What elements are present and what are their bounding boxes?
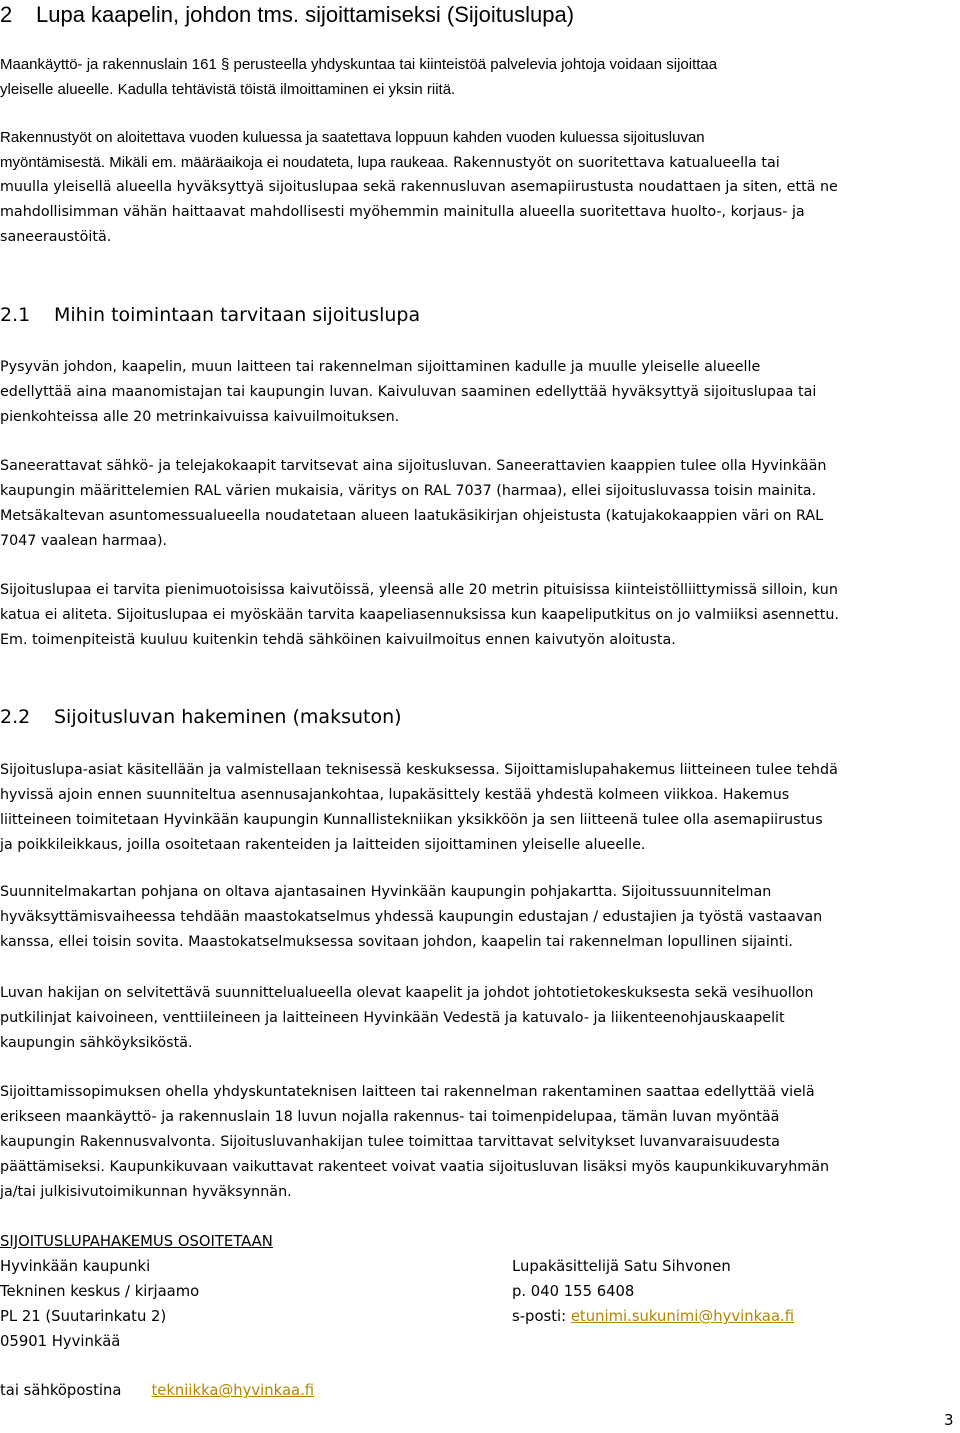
paragraph: Maankäyttö- ja rakennuslain 161 § perusteella yhdyskuntaa tai kiinteistöä palvelevia johtoja voidaan sijoittaa yleiselle alueelle. Kadulla tehtävistä töistä ilmoittaminen ei yksin riitä. bbox=[0, 56, 718, 98]
section-heading bbox=[0, 2, 574, 28]
alt-email-label: tai sähköpostina bbox=[0, 1382, 122, 1399]
paragraph: Rakennustyöt on aloitettava vuoden kuluessa ja saatettava loppuun kahden vuoden kuluessa sijoitusluvan myöntämisestä. Mikäli em. määräaikoja ei noudateta, lupa raukeaa. Rakennustyöt on suoritettava katualueella tai bbox=[0, 129, 780, 171]
paragraph: Pysyvän johdon, kaapelin, muun laitteen tai rakennelman sijoittaminen kadulle ja muulle yleiselle alueelle edellyttää aina maanomistajan tai kaupungin luvan. Kaivuluvan saaminen edellyttää hyväksyttyä sijoituslupaa tai pienkohteissa alle 20 metrinkaivuissa kaivuilmoituksen. bbox=[0, 359, 817, 425]
paragraph: Sijoittamissopimuksen ohella yhdyskuntateknisen laitteen tai rakennelman rakentaminen saattaa edellyttää vielä erikseen maankäyttö- ja rakennuslain 18 luvun nojalla rakennus- tai toimenpidelupaa, tämän luvan myöntää kaupungin Rakennusvalvonta. Sijoitusluvanhakijan tulee toimittaa tarvittavat selvitykset luvanvaraisuudesta päättämiseksi. Kaupunkikuvaan vaikuttavat rakenteet voivat vaatia sijoitusluvan lisäksi myös kaupunkikuvaryhmän ja/tai julkisivutoimikunnan hyväksynnän. bbox=[0, 1084, 830, 1200]
paragraph: Suunnitelmakartan pohjana on oltava ajantasainen Hyvinkään kaupungin pohjakartta. Sijoitussuunnitelman hyväksyttämisvaiheessa tehdään maastokatselmus yhdessä kaupungin edustajan / edustajien ja työstä vastaavan kanssa, ellei toisin sovita. Maastokatselmuksessa sovitaan johdon, kaapelin tai rakennelman lopullinen sijainti. bbox=[0, 884, 823, 950]
paragraph: Luvan hakijan on selvitettävä suunnittelualueella olevat kaapelit ja johdot johtotietokeskuksesta sekä vesihuollon putkilinjat kaivoineen, venttiileineen ja laitteineen Hyvinkään Vedestä ja katuvalo- ja liikenteenohjauskaapelit kaupungin sähköyksiköstä. bbox=[0, 985, 814, 1051]
handler-phone: p. 040 155 6408 bbox=[512, 1283, 635, 1300]
section-number: 2 bbox=[0, 2, 13, 27]
address-line: 05901 Hyvinkää bbox=[0, 1333, 121, 1350]
subsection-heading bbox=[0, 303, 420, 327]
handler-name: Lupakäsittelijä Satu Sihvonen bbox=[512, 1258, 731, 1275]
alt-email-link[interactable]: tekniikka@hyvinkaa.fi bbox=[151, 1382, 315, 1399]
page-number: 3 bbox=[944, 1411, 954, 1429]
paragraph: Sijoituslupaa ei tarvita pienimuotoisissa kaivutöissä, yleensä alle 20 metrin pituisissa kiinteistölliittymissä silloin, kun katua ei aliteta. Sijoituslupaa ei myöskään tarvita kaapeliasennuksissa kun kaapeliputkitus on jo valmiiksi asennettu. Em. toimenpiteistä kuuluu kuitenkin tehdä sähköinen kaivuilmoitus ennen kaivutyön aloitusta. bbox=[0, 582, 839, 648]
handler-email-link[interactable]: etunimi.sukunimi@hyvinkaa.fi bbox=[570, 1308, 795, 1325]
address-block bbox=[0, 1229, 960, 1354]
paragraph: Sijoituslupa-asiat käsitellään ja valmistellaan teknisessä keskuksessa. Sijoittamislupahakemus liitteineen tulee tehdä hyvissä ajoin ennen suunniteltua asennusajankohtaa, lupakäsittely kestää yhdestä kolmeen viikkoa. Hakemus liitteineen toimitetaan Hyvinkään kaupungin Kunnallistekniikan yksikköön ja sen liitteenä tulee olla asemapiirustus ja poikkileikkaus, joilla osoitetaan rakenteiden ja laitteiden sijoittaminen yleiselle alueelle. bbox=[0, 762, 838, 853]
email-label: s-posti: bbox=[512, 1308, 571, 1325]
alt-email-row bbox=[0, 1378, 314, 1403]
subsection-heading bbox=[0, 705, 402, 729]
address-line: Tekninen keskus / kirjaamo bbox=[0, 1283, 200, 1300]
address-line: PL 21 (Suutarinkatu 2) bbox=[0, 1308, 167, 1325]
section-title: Lupa kaapelin, johdon tms. sijoittamiseksi (Sijoituslupa) bbox=[36, 2, 575, 27]
subsection-title: Mihin toimintaan tarvitaan sijoituslupa bbox=[54, 304, 421, 326]
address-heading: SIJOITUSLUPAHAKEMUS OSOITETAAN bbox=[0, 1233, 273, 1250]
subsection-number: 2.2 bbox=[0, 706, 31, 728]
handler-email-row bbox=[512, 1304, 794, 1329]
subsection-number: 2.1 bbox=[0, 304, 31, 326]
address-line: Hyvinkään kaupunki bbox=[0, 1258, 151, 1275]
paragraph: Saneerattavat sähkö- ja telejakokaapit tarvitsevat aina sijoitusluvan. Saneerattavien kaappien tulee olla Hyvinkään kaupungin määrittelemien RAL värien mukaisia, väritys on RAL 7037 (harmaa), ellei sijoitusluvassa toisin mainita. Metsäkaltevan asuntomessualueella noudatetaan alueen laatukäsikirjan ohjeistusta (katujakokaappien väri on RAL 7047 vaalean harmaa). bbox=[0, 458, 827, 549]
subsection-title: Sijoitusluvan hakeminen (maksuton) bbox=[54, 706, 402, 728]
paragraph-continuation: muulla yleisellä alueella hyväksyttyä sijoituslupaa sekä rakennusluvan asemapiirustusta noudattaen ja siten, että ne mahdollisimman vähän haittaavat mahdollisesti myöhemmin mainitulla alueella suoritettava huolto-, korjaus- ja saneeraustöitä. bbox=[0, 179, 838, 245]
